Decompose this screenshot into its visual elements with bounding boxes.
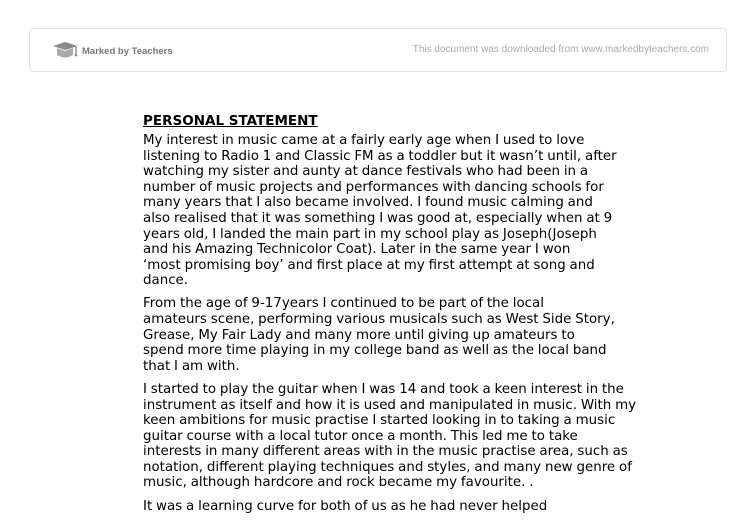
- paragraph-3: I started to play the guitar when I was 14 and took a keen interest in the instrument as itself and how it is used and manipulated in music. With my keen ambitions for music practise I started looking in to taking a music guitar course with a local tutor once a month. This led me to take interests in many different areas with in the music practise area, such as notation, different playing techniques and styles, and many new genre of music, although hardcore and rock became my favourite. .: [143, 381, 637, 491]
- download-note: This document was downloaded from www.markedbyteachers.com: [412, 44, 709, 55]
- document-title: PERSONAL STATEMENT: [143, 113, 318, 129]
- paragraph-4: It was a learning curve for both of us as he had never helped: [143, 498, 548, 514]
- logo-text: Marked by Teachers: [82, 45, 173, 57]
- graduation-cap-icon: [52, 41, 79, 61]
- paragraph-2: From the age of 9-17years I continued to be part of the local amateurs scene, performing various musicals such as West Side Story, Grease, My Fair Lady and many more until giving up amateurs to spend more time playing in my college band as well as the local band that I am with.: [143, 296, 615, 374]
- paragraph-1: My interest in music came at a fairly early age when I used to love listening to Radio 1 and Classic FM as a toddler but it wasn’t until, after watching my sister and aunty at dance festivals who had been in a number of music projects and performances with dancing schools for many years that I also became involved. I found music calming and also realised that it was something I was good at, especially when at 9 years old, I landed the main part in my school play as Joseph(Joseph and his Amazing Technicolor Coat). Later in the same year I won ‘most promising boy’ and first place at my first attempt at song and dance.: [143, 133, 617, 289]
- site-logo[interactable]: [52, 41, 173, 61]
- header-banner: [29, 28, 727, 72]
- document-body: [143, 113, 643, 522]
